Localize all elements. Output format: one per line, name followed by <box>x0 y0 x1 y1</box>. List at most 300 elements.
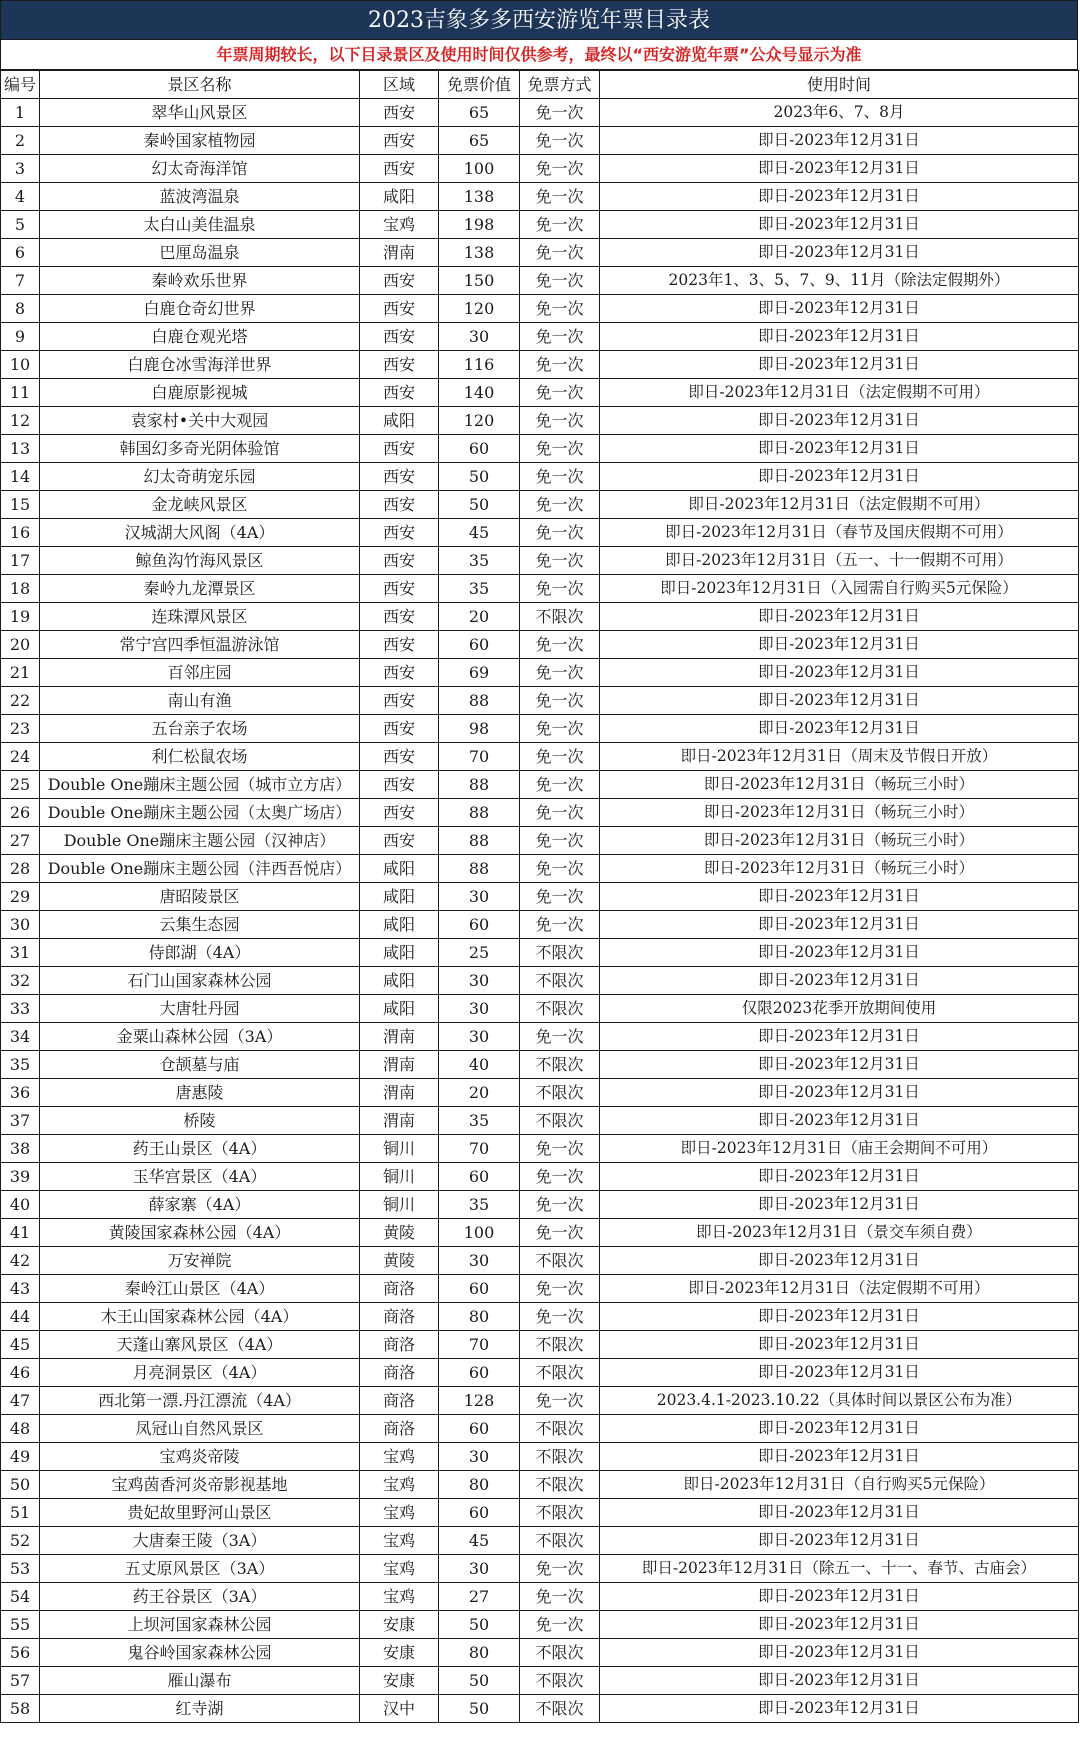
cell-mode: 不限次 <box>520 1527 600 1555</box>
cell-value: 50 <box>439 463 520 491</box>
table-row <box>1 1023 1079 1051</box>
cell-id: 9 <box>1 323 40 351</box>
cell-id: 19 <box>1 603 40 631</box>
cell-id: 11 <box>1 379 40 407</box>
cell-value: 50 <box>439 1611 520 1639</box>
cell-mode: 不限次 <box>520 1415 600 1443</box>
cell-region: 咸阳 <box>360 883 439 911</box>
cell-value: 140 <box>439 379 520 407</box>
cell-id: 42 <box>1 1247 40 1275</box>
table-row <box>1 323 1079 351</box>
cell-region: 安康 <box>360 1611 439 1639</box>
cell-time: 即日-2023年12月31日 <box>600 1695 1079 1723</box>
cell-id: 29 <box>1 883 40 911</box>
cell-time: 即日-2023年12月31日（畅玩三小时） <box>600 771 1079 799</box>
table-row <box>1 1247 1079 1275</box>
cell-value: 50 <box>439 1695 520 1723</box>
cell-id: 36 <box>1 1079 40 1107</box>
cell-id: 15 <box>1 491 40 519</box>
cell-value: 60 <box>439 1275 520 1303</box>
cell-id: 6 <box>1 239 40 267</box>
cell-region: 西安 <box>360 687 439 715</box>
cell-value: 60 <box>439 631 520 659</box>
table-row <box>1 267 1079 295</box>
cell-mode: 免一次 <box>520 463 600 491</box>
cell-id: 47 <box>1 1387 40 1415</box>
cell-value: 80 <box>439 1639 520 1667</box>
cell-name: 鲸鱼沟竹海风景区 <box>40 547 360 575</box>
cell-region: 西安 <box>360 491 439 519</box>
cell-id: 43 <box>1 1275 40 1303</box>
table-row <box>1 1135 1079 1163</box>
cell-mode: 免一次 <box>520 911 600 939</box>
cell-name: 凤冠山自然风景区 <box>40 1415 360 1443</box>
cell-region: 西安 <box>360 771 439 799</box>
cell-mode: 免一次 <box>520 687 600 715</box>
cell-id: 20 <box>1 631 40 659</box>
cell-name: 常宁宫四季恒温游泳馆 <box>40 631 360 659</box>
cell-name: 白鹿原影视城 <box>40 379 360 407</box>
cell-value: 80 <box>439 1471 520 1499</box>
cell-mode: 免一次 <box>520 379 600 407</box>
cell-mode: 免一次 <box>520 1611 600 1639</box>
cell-time: 即日-2023年12月31日（除五一、十一、春节、古庙会） <box>600 1555 1079 1583</box>
cell-name: 巴厘岛温泉 <box>40 239 360 267</box>
cell-region: 商洛 <box>360 1275 439 1303</box>
cell-name: 秦岭江山景区（4A） <box>40 1275 360 1303</box>
cell-name: Double One蹦床主题公园（沣西吾悦店） <box>40 855 360 883</box>
table-row <box>1 1555 1079 1583</box>
cell-mode: 免一次 <box>520 715 600 743</box>
cell-time: 即日-2023年12月31日 <box>600 295 1079 323</box>
table-row <box>1 211 1079 239</box>
cell-value: 35 <box>439 1107 520 1135</box>
cell-region: 西安 <box>360 351 439 379</box>
cell-time: 即日-2023年12月31日 <box>600 323 1079 351</box>
cell-id: 23 <box>1 715 40 743</box>
cell-mode: 免一次 <box>520 1191 600 1219</box>
cell-id: 12 <box>1 407 40 435</box>
table-row <box>1 155 1079 183</box>
table-row <box>1 687 1079 715</box>
cell-time: 即日-2023年12月31日 <box>600 1415 1079 1443</box>
cell-time: 即日-2023年12月31日（法定假期不可用） <box>600 379 1079 407</box>
table-row <box>1 1079 1079 1107</box>
cell-name: 翠华山风景区 <box>40 99 360 127</box>
cell-time: 即日-2023年12月31日（春节及国庆假期不可用） <box>600 519 1079 547</box>
cell-region: 铜川 <box>360 1135 439 1163</box>
cell-region: 咸阳 <box>360 939 439 967</box>
cell-id: 5 <box>1 211 40 239</box>
cell-region: 宝鸡 <box>360 211 439 239</box>
cell-id: 30 <box>1 911 40 939</box>
cell-region: 西安 <box>360 631 439 659</box>
cell-name: 月亮洞景区（4A） <box>40 1359 360 1387</box>
cell-id: 16 <box>1 519 40 547</box>
cell-time: 即日-2023年12月31日 <box>600 1611 1079 1639</box>
cell-name: 秦岭国家植物园 <box>40 127 360 155</box>
cell-mode: 免一次 <box>520 855 600 883</box>
cell-value: 30 <box>439 1023 520 1051</box>
cell-id: 54 <box>1 1583 40 1611</box>
cell-id: 27 <box>1 827 40 855</box>
cell-region: 宝鸡 <box>360 1443 439 1471</box>
table-body <box>1 99 1079 1723</box>
cell-value: 60 <box>439 1163 520 1191</box>
cell-region: 西安 <box>360 463 439 491</box>
cell-time: 即日-2023年12月31日 <box>600 687 1079 715</box>
cell-mode: 不限次 <box>520 1471 600 1499</box>
cell-mode: 不限次 <box>520 1247 600 1275</box>
table-row <box>1 771 1079 799</box>
cell-time: 即日-2023年12月31日 <box>600 715 1079 743</box>
cell-mode: 免一次 <box>520 827 600 855</box>
cell-time: 即日-2023年12月31日 <box>600 1247 1079 1275</box>
cell-time: 即日-2023年12月31日 <box>600 1667 1079 1695</box>
cell-value: 80 <box>439 1303 520 1331</box>
cell-id: 56 <box>1 1639 40 1667</box>
cell-name: 贵妃故里野河山景区 <box>40 1499 360 1527</box>
cell-name: 西北第一漂.丹江漂流（4A） <box>40 1387 360 1415</box>
cell-value: 100 <box>439 1219 520 1247</box>
table-row <box>1 1415 1079 1443</box>
cell-mode: 免一次 <box>520 883 600 911</box>
cell-id: 2 <box>1 127 40 155</box>
cell-name: 秦岭九龙潭景区 <box>40 575 360 603</box>
cell-mode: 不限次 <box>520 1667 600 1695</box>
cell-id: 21 <box>1 659 40 687</box>
cell-value: 70 <box>439 743 520 771</box>
cell-name: 药王山景区（4A） <box>40 1135 360 1163</box>
cell-value: 50 <box>439 1667 520 1695</box>
cell-time: 即日-2023年12月31日（法定假期不可用） <box>600 491 1079 519</box>
cell-time: 仅限2023花季开放期间使用 <box>600 995 1079 1023</box>
cell-id: 32 <box>1 967 40 995</box>
cell-region: 渭南 <box>360 239 439 267</box>
cell-mode: 不限次 <box>520 1639 600 1667</box>
cell-time: 即日-2023年12月31日 <box>600 1331 1079 1359</box>
cell-mode: 免一次 <box>520 295 600 323</box>
table-row <box>1 1583 1079 1611</box>
cell-time: 即日-2023年12月31日 <box>600 211 1079 239</box>
cell-id: 13 <box>1 435 40 463</box>
cell-value: 120 <box>439 295 520 323</box>
header-name: 景区名称 <box>40 71 360 99</box>
table-row <box>1 1303 1079 1331</box>
cell-time: 即日-2023年12月31日 <box>600 435 1079 463</box>
table-row <box>1 351 1079 379</box>
cell-region: 西安 <box>360 323 439 351</box>
cell-region: 西安 <box>360 659 439 687</box>
cell-name: 仓颉墓与庙 <box>40 1051 360 1079</box>
cell-id: 25 <box>1 771 40 799</box>
cell-id: 58 <box>1 1695 40 1723</box>
cell-value: 35 <box>439 547 520 575</box>
cell-value: 88 <box>439 827 520 855</box>
cell-value: 65 <box>439 127 520 155</box>
cell-region: 西安 <box>360 547 439 575</box>
cell-name: 南山有渔 <box>40 687 360 715</box>
table-row <box>1 435 1079 463</box>
cell-name: 白鹿仓奇幻世界 <box>40 295 360 323</box>
cell-value: 30 <box>439 1555 520 1583</box>
cell-mode: 免一次 <box>520 659 600 687</box>
cell-mode: 免一次 <box>520 323 600 351</box>
table-row <box>1 1107 1079 1135</box>
cell-name: 五丈原风景区（3A） <box>40 1555 360 1583</box>
cell-time: 即日-2023年12月31日（庙王会期间不可用） <box>600 1135 1079 1163</box>
cell-name: Double One蹦床主题公园（汉神店） <box>40 827 360 855</box>
cell-region: 安康 <box>360 1639 439 1667</box>
cell-region: 西安 <box>360 99 439 127</box>
cell-region: 西安 <box>360 155 439 183</box>
header-time: 使用时间 <box>600 71 1079 99</box>
cell-region: 商洛 <box>360 1415 439 1443</box>
table-row <box>1 1359 1079 1387</box>
cell-value: 70 <box>439 1331 520 1359</box>
cell-id: 57 <box>1 1667 40 1695</box>
cell-time: 即日-2023年12月31日（畅玩三小时） <box>600 827 1079 855</box>
cell-value: 30 <box>439 1247 520 1275</box>
cell-id: 3 <box>1 155 40 183</box>
cell-name: 连珠潭风景区 <box>40 603 360 631</box>
cell-region: 安康 <box>360 1667 439 1695</box>
cell-id: 52 <box>1 1527 40 1555</box>
table-row <box>1 603 1079 631</box>
cell-value: 35 <box>439 1191 520 1219</box>
cell-mode: 免一次 <box>520 771 600 799</box>
cell-name: 万安禅院 <box>40 1247 360 1275</box>
cell-time: 即日-2023年12月31日 <box>600 1191 1079 1219</box>
table-row <box>1 1611 1079 1639</box>
table-row <box>1 743 1079 771</box>
table-row <box>1 799 1079 827</box>
cell-value: 65 <box>439 99 520 127</box>
cell-value: 150 <box>439 267 520 295</box>
cell-id: 31 <box>1 939 40 967</box>
cell-mode: 免一次 <box>520 127 600 155</box>
cell-name: 大唐牡丹园 <box>40 995 360 1023</box>
cell-value: 25 <box>439 939 520 967</box>
cell-id: 40 <box>1 1191 40 1219</box>
cell-time: 即日-2023年12月31日 <box>600 183 1079 211</box>
cell-region: 商洛 <box>360 1303 439 1331</box>
cell-region: 宝鸡 <box>360 1499 439 1527</box>
cell-name: 药王谷景区（3A） <box>40 1583 360 1611</box>
cell-region: 商洛 <box>360 1387 439 1415</box>
cell-time: 即日-2023年12月31日 <box>600 603 1079 631</box>
cell-mode: 不限次 <box>520 1443 600 1471</box>
cell-value: 198 <box>439 211 520 239</box>
cell-value: 128 <box>439 1387 520 1415</box>
cell-time: 2023年6、7、8月 <box>600 99 1079 127</box>
cell-time: 即日-2023年12月31日 <box>600 1079 1079 1107</box>
table-row <box>1 407 1079 435</box>
cell-value: 35 <box>439 575 520 603</box>
cell-mode: 免一次 <box>520 1163 600 1191</box>
cell-mode: 免一次 <box>520 575 600 603</box>
table-row <box>1 183 1079 211</box>
cell-value: 100 <box>439 155 520 183</box>
cell-value: 60 <box>439 911 520 939</box>
cell-name: 太白山美佳温泉 <box>40 211 360 239</box>
cell-id: 38 <box>1 1135 40 1163</box>
cell-name: Double One蹦床主题公园（城市立方店） <box>40 771 360 799</box>
cell-time: 即日-2023年12月31日 <box>600 1303 1079 1331</box>
cell-mode: 免一次 <box>520 99 600 127</box>
cell-region: 西安 <box>360 799 439 827</box>
cell-region: 西安 <box>360 295 439 323</box>
cell-mode: 不限次 <box>520 995 600 1023</box>
cell-id: 44 <box>1 1303 40 1331</box>
cell-mode: 免一次 <box>520 547 600 575</box>
table-row <box>1 99 1079 127</box>
cell-id: 48 <box>1 1415 40 1443</box>
cell-time: 即日-2023年12月31日 <box>600 939 1079 967</box>
cell-time: 即日-2023年12月31日 <box>600 155 1079 183</box>
cell-time: 即日-2023年12月31日 <box>600 631 1079 659</box>
cell-mode: 免一次 <box>520 1303 600 1331</box>
cell-name: 秦岭欢乐世界 <box>40 267 360 295</box>
table-row <box>1 939 1079 967</box>
cell-value: 20 <box>439 603 520 631</box>
cell-mode: 免一次 <box>520 631 600 659</box>
cell-id: 49 <box>1 1443 40 1471</box>
table-row <box>1 1051 1079 1079</box>
cell-time: 即日-2023年12月31日（景交车须自费） <box>600 1219 1079 1247</box>
cell-region: 西安 <box>360 743 439 771</box>
cell-mode: 免一次 <box>520 519 600 547</box>
cell-name: 百邻庄园 <box>40 659 360 687</box>
cell-region: 西安 <box>360 519 439 547</box>
cell-name: 幻太奇海洋馆 <box>40 155 360 183</box>
table-row <box>1 827 1079 855</box>
table-row <box>1 127 1079 155</box>
cell-id: 14 <box>1 463 40 491</box>
cell-mode: 不限次 <box>520 1331 600 1359</box>
cell-name: 红寺湖 <box>40 1695 360 1723</box>
cell-mode: 免一次 <box>520 1583 600 1611</box>
cell-id: 51 <box>1 1499 40 1527</box>
cell-id: 33 <box>1 995 40 1023</box>
cell-time: 即日-2023年12月31日（五一、十一假期不可用） <box>600 547 1079 575</box>
table-row <box>1 1667 1079 1695</box>
table-row <box>1 995 1079 1023</box>
cell-name: 桥陵 <box>40 1107 360 1135</box>
cell-value: 50 <box>439 491 520 519</box>
cell-mode: 不限次 <box>520 1107 600 1135</box>
cell-id: 37 <box>1 1107 40 1135</box>
cell-time: 即日-2023年12月31日（自行购买5元保险） <box>600 1471 1079 1499</box>
cell-time: 即日-2023年12月31日 <box>600 967 1079 995</box>
cell-name: 宝鸡炎帝陵 <box>40 1443 360 1471</box>
cell-id: 45 <box>1 1331 40 1359</box>
cell-time: 2023.4.1-2023.10.22（具体时间以景区公布为准） <box>600 1387 1079 1415</box>
cell-value: 120 <box>439 407 520 435</box>
cell-time: 即日-2023年12月31日 <box>600 1051 1079 1079</box>
cell-mode: 免一次 <box>520 267 600 295</box>
cell-name: 幻太奇萌宠乐园 <box>40 463 360 491</box>
cell-time: 即日-2023年12月31日（周末及节假日开放） <box>600 743 1079 771</box>
cell-id: 55 <box>1 1611 40 1639</box>
cell-region: 西安 <box>360 379 439 407</box>
cell-region: 西安 <box>360 435 439 463</box>
cell-name: 天蓬山寨风景区（4A） <box>40 1331 360 1359</box>
table-row <box>1 463 1079 491</box>
cell-mode: 不限次 <box>520 967 600 995</box>
table-row <box>1 1471 1079 1499</box>
cell-name: 五台亲子农场 <box>40 715 360 743</box>
cell-region: 黄陵 <box>360 1247 439 1275</box>
cell-time: 即日-2023年12月31日 <box>600 659 1079 687</box>
cell-time: 即日-2023年12月31日 <box>600 1023 1079 1051</box>
cell-value: 116 <box>439 351 520 379</box>
cell-mode: 免一次 <box>520 407 600 435</box>
cell-region: 西安 <box>360 267 439 295</box>
cell-mode: 免一次 <box>520 239 600 267</box>
cell-time: 即日-2023年12月31日（畅玩三小时） <box>600 799 1079 827</box>
cell-mode: 免一次 <box>520 435 600 463</box>
cell-value: 60 <box>439 1359 520 1387</box>
cell-name: 薛家寨（4A） <box>40 1191 360 1219</box>
cell-mode: 免一次 <box>520 183 600 211</box>
header-id: 编号 <box>1 71 40 99</box>
header-mode: 免票方式 <box>520 71 600 99</box>
cell-region: 商洛 <box>360 1359 439 1387</box>
cell-value: 45 <box>439 1527 520 1555</box>
cell-value: 70 <box>439 1135 520 1163</box>
cell-region: 商洛 <box>360 1331 439 1359</box>
cell-name: 白鹿仓冰雪海洋世界 <box>40 351 360 379</box>
table-row <box>1 1163 1079 1191</box>
cell-time: 即日-2023年12月31日 <box>600 239 1079 267</box>
cell-id: 35 <box>1 1051 40 1079</box>
cell-mode: 不限次 <box>520 939 600 967</box>
table-row <box>1 1331 1079 1359</box>
cell-mode: 免一次 <box>520 1219 600 1247</box>
cell-value: 27 <box>439 1583 520 1611</box>
cell-time: 即日-2023年12月31日 <box>600 1107 1079 1135</box>
cell-value: 98 <box>439 715 520 743</box>
cell-region: 西安 <box>360 715 439 743</box>
table-row <box>1 1387 1079 1415</box>
cell-region: 咸阳 <box>360 995 439 1023</box>
cell-value: 60 <box>439 1499 520 1527</box>
cell-region: 铜川 <box>360 1163 439 1191</box>
cell-region: 西安 <box>360 827 439 855</box>
cell-mode: 免一次 <box>520 491 600 519</box>
table-row <box>1 1695 1079 1723</box>
cell-region: 咸阳 <box>360 407 439 435</box>
cell-region: 渭南 <box>360 1023 439 1051</box>
cell-region: 宝鸡 <box>360 1583 439 1611</box>
table-row <box>1 855 1079 883</box>
cell-time: 即日-2023年12月31日 <box>600 463 1079 491</box>
cell-name: 袁家村•关中大观园 <box>40 407 360 435</box>
cell-time: 即日-2023年12月31日 <box>600 1359 1079 1387</box>
cell-mode: 免一次 <box>520 743 600 771</box>
cell-region: 咸阳 <box>360 967 439 995</box>
cell-id: 46 <box>1 1359 40 1387</box>
cell-id: 28 <box>1 855 40 883</box>
cell-value: 30 <box>439 1443 520 1471</box>
cell-name: 金粟山森林公园（3A） <box>40 1023 360 1051</box>
cell-name: 侍郎湖（4A） <box>40 939 360 967</box>
table-row <box>1 1219 1079 1247</box>
table-row <box>1 1527 1079 1555</box>
table-row <box>1 883 1079 911</box>
cell-value: 88 <box>439 771 520 799</box>
